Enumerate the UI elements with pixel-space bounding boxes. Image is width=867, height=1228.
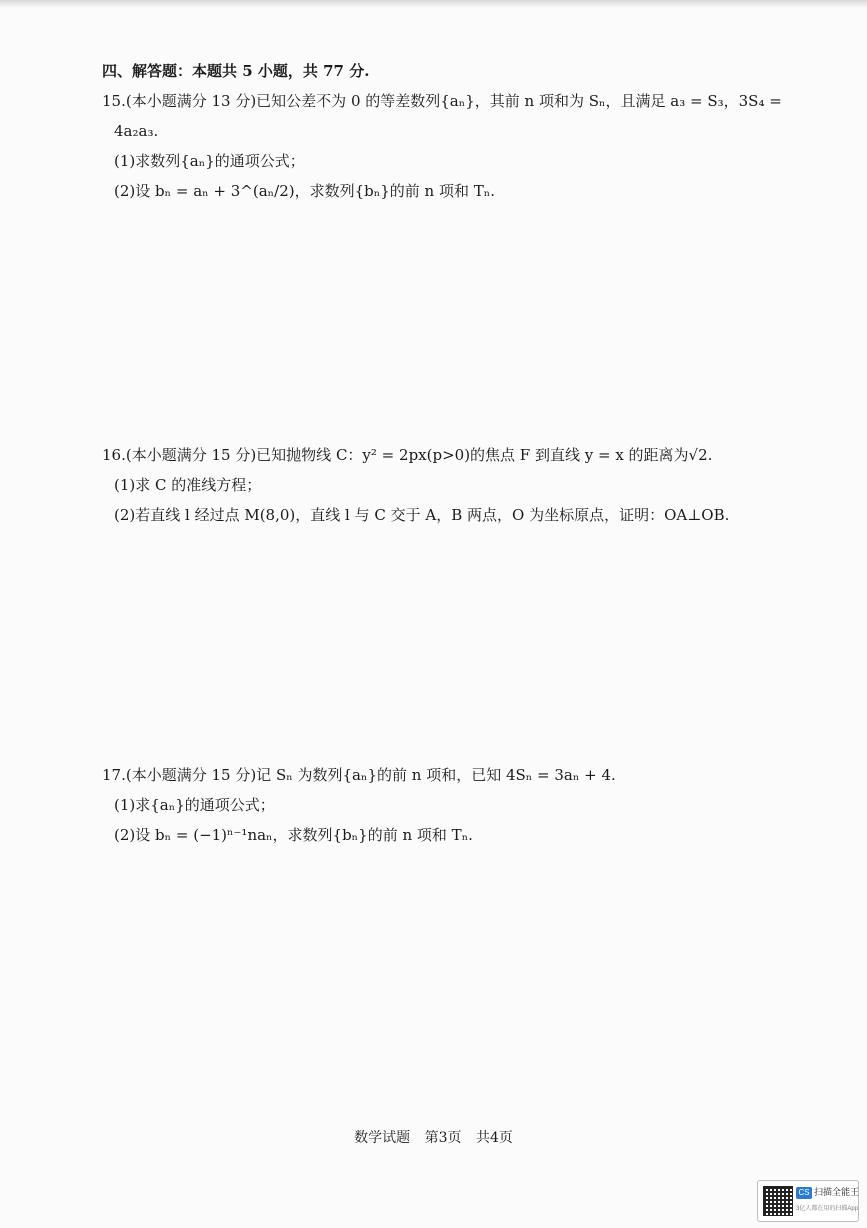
- q17-part1: (1)求{aₙ}的通项公式；: [114, 796, 275, 814]
- q17-part2: (2)设 bₙ = (−1)ⁿ⁻¹naₙ，求数列{bₙ}的前 n 项和 Tₙ.: [114, 826, 473, 844]
- page-footer: [0, 1127, 867, 1147]
- q16-part1: (1)求 C 的准线方程；: [114, 476, 262, 494]
- camscanner-logo-icon: CS: [796, 1187, 812, 1199]
- q16-part2: (2)若直线 l 经过点 M(8,0)，直线 l 与 C 交于 A，B 两点，O 为坐标原点，证明：OA⊥OB.: [114, 506, 730, 524]
- qr-code-icon: [763, 1186, 793, 1216]
- q15-stem-line2: 4a₂a₃.: [114, 122, 159, 140]
- scan-edge: [0, 0, 867, 8]
- footer-subject: 数学试题: [354, 1130, 411, 1146]
- section-four: [102, 56, 782, 86]
- footer-total: 共4页: [475, 1130, 513, 1146]
- footer-page: 第3页: [424, 1130, 462, 1146]
- q15-part1: (1)求数列{aₙ}的通项公式；: [114, 152, 305, 170]
- q15-stem-line1: 15.(本小题满分 13 分)已知公差不为 0 的等差数列{aₙ}，其前 n 项和为 Sₙ，且满足 a₃ = S₃，3S₄ =: [102, 92, 782, 110]
- question-15: [102, 86, 782, 206]
- q16-stem: 16.(本小题满分 15 分)已知抛物线 C：y² = 2px(p>0)的焦点 F 到直线 y = x 的距离为√2.: [102, 446, 713, 464]
- q15-part2: (2)设 bₙ = aₙ + 3^(aₙ/2)，求数列{bₙ}的前 n 项和 Tₙ.: [114, 182, 495, 200]
- scanner-watermark-badge: [757, 1180, 859, 1222]
- q17-stem: 17.(本小题满分 15 分)记 Sₙ 为数列{aₙ}的前 n 项和，已知 4Sₙ = 3aₙ + 4.: [102, 766, 616, 784]
- question-16: [102, 440, 782, 530]
- section-heading: 四、解答题：本题共 5 小题，共 77 分.: [102, 62, 370, 80]
- badge-subtitle: 3亿人都在用的扫描App: [796, 1206, 859, 1212]
- question-17: [102, 760, 782, 850]
- badge-title: 扫描全能王: [814, 1187, 860, 1197]
